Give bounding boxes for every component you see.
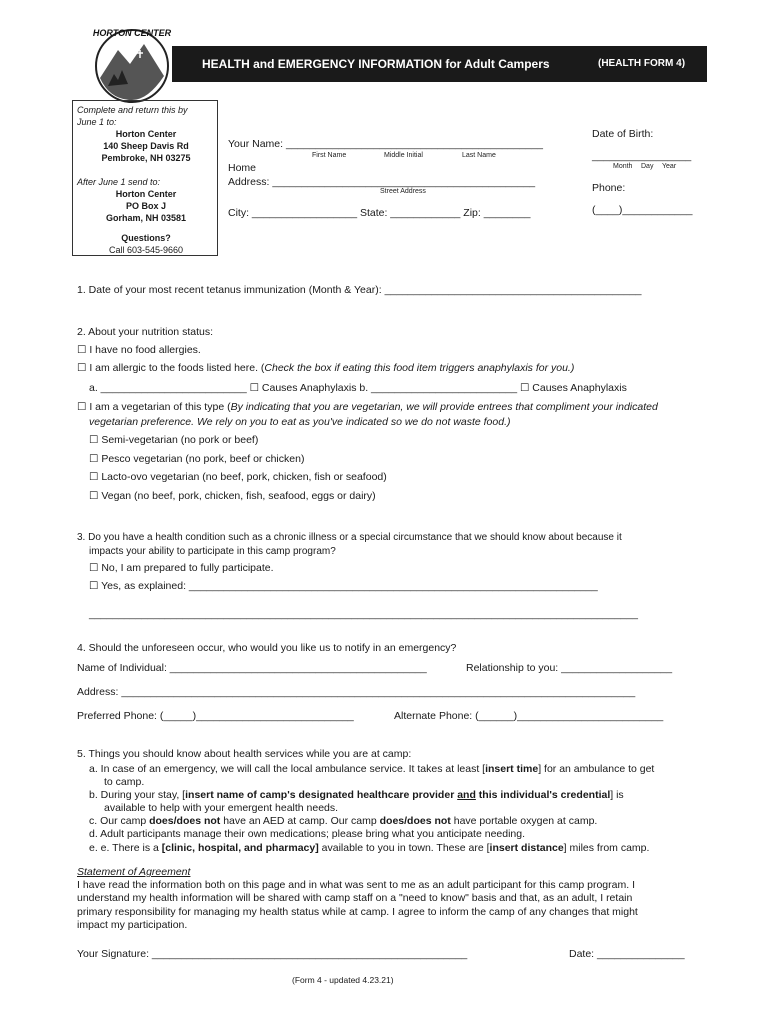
dob-label: Date of Birth:: [592, 128, 654, 140]
phone-label: Phone:: [592, 182, 626, 194]
item-e-distance: insert distance: [489, 842, 564, 854]
agreement-line-4: impact my participation.: [77, 919, 188, 931]
item-e-text: e. e. There is a: [89, 842, 162, 854]
vegetarian-checkbox[interactable]: [77, 401, 658, 414]
item-b-end: ] is: [610, 789, 624, 801]
street-address-caption: Street Address: [380, 188, 426, 195]
dob-month-caption: Month: [613, 163, 633, 170]
item-d: d. Adult participants manage their own medications; please bring what you anticipate needing.: [89, 828, 526, 840]
item-c-aed: does/does not: [149, 815, 221, 827]
nutrition-title: 2. About your nutrition status:: [77, 326, 213, 338]
address-name: Horton Center: [115, 129, 177, 139]
middle-initial-caption: Middle Initial: [384, 152, 423, 159]
item-c-end: have portable oxygen at camp.: [450, 815, 598, 827]
home-address-field[interactable]: Address: _____________________________________________: [228, 176, 536, 188]
item-b: [89, 789, 624, 802]
agreement-line-3: primary responsibility for managing my health status while at camp. I agree to inform the camp of any changes that might: [77, 906, 638, 918]
item-c: [89, 815, 597, 828]
first-name-caption: First Name: [312, 152, 347, 159]
vegetarian-note-2: vegetarian preference. We rely on you to eat as you've indicated so we do not waste food.): [89, 416, 511, 428]
address-city: Pembroke, NH 03275: [101, 153, 191, 163]
item-a-end: ] for an ambulance to get: [538, 763, 655, 775]
signature-field[interactable]: Your Signature: ______________________________________________________: [77, 948, 468, 960]
item-a-continued: to camp.: [104, 776, 145, 788]
pesco-vegetarian-checkbox[interactable]: ☐ Pesco vegetarian (no pork, beef or chicken): [89, 453, 305, 465]
item-c-oxygen: does/does not: [379, 815, 451, 827]
logo-text: HORTON CENTER: [92, 28, 172, 38]
item-a-text: a. In case of an emergency, we will call the local ambulance service. It takes at least [: [89, 763, 486, 775]
item-e-end: ] miles from camp.: [563, 842, 650, 854]
agreement-heading: Statement of Agreement: [77, 866, 191, 878]
health-condition-question-2: impacts your ability to participate in this camp program?: [89, 546, 336, 557]
city-state-zip-field[interactable]: City: __________________ State: ____________ Zip: ________: [228, 207, 531, 219]
date-field[interactable]: Date: _______________: [569, 948, 685, 960]
return-line-2: June 1 to:: [77, 117, 117, 127]
allergic-note: Check the box if eating this food item triggers anaphylaxis for you.): [264, 362, 575, 374]
tetanus-question[interactable]: 1. Date of your most recent tetanus immunization (Month & Year): ____________________________________________: [77, 284, 642, 296]
phone-field[interactable]: (____)____________: [592, 204, 693, 216]
home-label: Home: [228, 162, 257, 174]
yes-explained-checkbox[interactable]: ☐ Yes, as explained: ______________________________________________________________________: [89, 580, 598, 592]
no-allergies-checkbox[interactable]: ☐ I have no food allergies.: [77, 344, 201, 356]
address-street: 140 Sheep Davis Rd: [103, 141, 189, 151]
item-e-mid: available to you in town. These are [: [318, 842, 490, 854]
your-name-field[interactable]: Your Name: ____________________________________________: [228, 138, 543, 150]
item-a: [89, 763, 654, 776]
item-c-text: c. Our camp: [89, 815, 150, 827]
explanation-line[interactable]: ______________________________________________________________________________________________: [89, 608, 638, 620]
address2-box: PO Box J: [125, 201, 166, 211]
vegetarian-note: By indicating that you are vegetarian, we will provide entrees that compliment your indicated: [230, 401, 658, 413]
item-b-text: b. During your stay, [: [89, 789, 186, 801]
relationship-field[interactable]: Relationship to you: ___________________: [466, 662, 673, 674]
emergency-contact-question: 4. Should the unforeseen occur, who would you like us to notify in an emergency?: [77, 642, 457, 654]
allergic-label: ☐ I am allergic to the foods listed here. (: [77, 362, 265, 374]
horton-center-logo: [88, 20, 172, 106]
item-b-placeholder-2: this individual's credential: [475, 789, 611, 801]
after-line: After June 1 send to:: [77, 177, 161, 187]
address2-city: Gorham, NH 03581: [105, 213, 187, 223]
last-name-caption: Last Name: [462, 152, 496, 159]
form-title: HEALTH and EMERGENCY INFORMATION for Adult Campers: [202, 57, 550, 71]
vegetarian-label: ☐ I am a vegetarian of this type (: [77, 401, 231, 413]
return-line: Complete and return this by: [77, 105, 188, 115]
preferred-phone-field[interactable]: Preferred Phone: (_____)___________________________: [77, 710, 354, 722]
item-e-facilities: [clinic, hospital, and pharmacy]: [161, 842, 319, 854]
item-b-and: and: [457, 789, 476, 801]
alternate-phone-field[interactable]: Alternate Phone: (______)_________________________: [394, 710, 664, 722]
health-services-title: 5. Things you should know about health services while you are at camp:: [77, 748, 412, 760]
item-b-continued: available to help with your emergent health needs.: [104, 802, 339, 814]
questions-label: Questions?: [121, 233, 171, 243]
fully-participate-checkbox[interactable]: ☐ No, I am prepared to fully participate.: [89, 562, 274, 574]
item-c-mid: have an AED at camp. Our camp: [220, 815, 380, 827]
lacto-ovo-checkbox[interactable]: ☐ Lacto-ovo vegetarian (no beef, pork, chicken, fish or seafood): [89, 471, 387, 483]
item-b-placeholder: insert name of camp's designated healthcare provider: [185, 789, 458, 801]
semi-vegetarian-checkbox[interactable]: ☐ Semi-vegetarian (no pork or beef): [89, 434, 259, 446]
item-e: [89, 842, 649, 855]
allergy-items-line[interactable]: a. _________________________ ☐ Causes Anaphylaxis b. _________________________ ☐ Causes Anaphylaxis: [89, 382, 627, 394]
form-label: (HEALTH FORM 4): [598, 58, 686, 69]
questions-phone: Call 603-545-9660: [108, 245, 184, 255]
dob-day-caption: Day: [641, 163, 654, 170]
vegan-checkbox[interactable]: ☐ Vegan (no beef, pork, chicken, fish, seafood, eggs or dairy): [89, 490, 376, 502]
mailing-info-box: [72, 100, 218, 256]
address2-name: Horton Center: [115, 189, 177, 199]
contact-name-field[interactable]: Name of Individual: ____________________________________________: [77, 662, 427, 674]
contact-address-field[interactable]: Address: ________________________________________________________________________________________: [77, 686, 636, 698]
item-a-placeholder: insert time: [485, 763, 539, 775]
agreement-line-1: I have read the information both on this page and in what was sent to me as an adult participant for this camp program. I: [77, 879, 635, 891]
health-condition-question: 3. Do you have a health condition such as a chronic illness or a special circumstance that we should know about because it: [77, 532, 622, 543]
form-version-footer: (Form 4 - updated 4.23.21): [292, 975, 394, 985]
dob-year-caption: Year: [662, 163, 677, 170]
agreement-line-2: understand my health information will be shared with camp staff on a "need to know" basis and that, as an adult, I retain: [77, 892, 633, 904]
allergic-checkbox[interactable]: [77, 362, 574, 375]
dob-field[interactable]: _________________: [592, 150, 692, 162]
